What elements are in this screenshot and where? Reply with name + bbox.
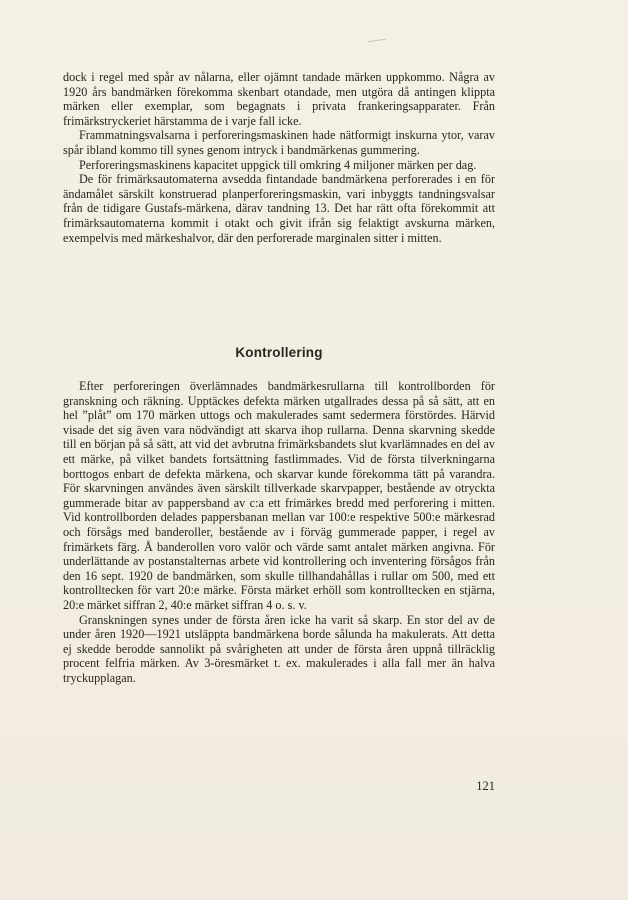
paragraph: De för frimärksautomaterna avsedda fintandade bandmärkena perforerades i en för ändamålet särskilt konstruerad planperforeringsmaskin, vari inbyggts tandningsvalsar från de tidigare Gustafs-märkena, därav tandning 13. Det har rätt ofta förekommit att frimärksautomaterna kommit i otakt och givit ifrån sig felaktigt avskurna märken, exempelvis med märkeshalvor, där den perforerade marginalen sitter i mitten.: [63, 172, 495, 245]
paper-scuff-mark: [368, 39, 387, 48]
page-number: 121: [476, 779, 495, 793]
bottom-text-block: [63, 379, 495, 685]
top-text-block: [63, 70, 495, 245]
paragraph: Frammatningsvalsarna i perforeringsmaskinen hade nätformigt inskurna ytor, varav spår ibland kommo till synes genom intryck i bandmärkenas gummering.: [63, 128, 495, 157]
paragraph: Perforeringsmaskinens kapacitet uppgick till omkring 4 miljoner märken per dag.: [79, 157, 477, 172]
paragraph: Granskningen synes under de första åren icke ha varit så skarp. En stor del av de under åren 1920—1921 utsläppta bandmärkena borde sålunda ha makulerats. Att detta ej skedde berodde sannolikt på svårigheten att under de första åren uppnå tillräcklig procent felfria märken. Av 3-öresmärket t. ex. makulerades i alla fall mer än halva tryckupplagan.: [63, 612, 495, 685]
paragraph: dock i regel med spår av nålarna, eller ojämnt tandade märken uppkommo. Några av 1920 års bandmärken förekomma skenbart otandade, men utgöra då antingen klippta märken eller exemplar, som begagnats i privata frankeringsapparater. Från frimärkstryckeriet härstamma de i varje fall icke.: [63, 70, 495, 128]
paragraph: Efter perforeringen överlämnades bandmärkesrullarna till kontrollborden för granskning och räkning. Upptäckes defekta märken utgallrades dessa på så sätt, att en hel ”plåt” om 170 märken uttogs och makulerades samt sedermera förstördes. Härvid visade det sig även vara nödvändigt att skarva ihop rullarna. Denna skarvning skedde till en början på så sätt, att vid det avbrutna frimärksbandets slut kvarlämnades en del av ett märke, på vilket bandets fortsättning fastlimmades. Vid de första tilverkningarna borttogos enbart de defekta märkena, och skarvar kunde förekomma tätt på varandra. För skarvningen användes även särskilt tillverkade skarvpapper, bestående av otryckta gummerade bitar av pappersband av c:a ett frimärkes bredd med perforering i mitten. Vid kontrollborden delades pappersbanan mellan var 100:e respektive 500:e märkesrad och försågs med banderoller, bestående av i förväg gummerade papper, i regel av frimärkets färg. Å banderollen voro valör och värde samt antalet märken angivna. För underlättande av postanstalternas arbete vid kontrollering och inventering försågos från den 16 sept. 1920 de bandmärken, som skulle tillhandahållas i rullar om 500, med ett kontrolltecken för vart 20:e märke. Första märket erhöll som kontrolltecken en stjärna, 20:e märket siffran 2, 40:e märket siffran 4 o. s. v.: [63, 379, 495, 612]
section-heading: Kontrollering: [235, 345, 323, 360]
